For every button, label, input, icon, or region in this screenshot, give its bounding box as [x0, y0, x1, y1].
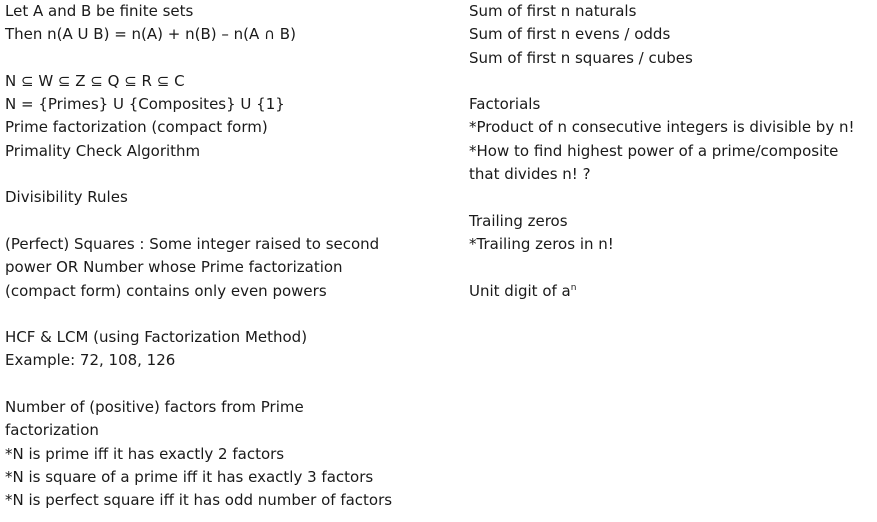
fact-perfect-square: *N is perfect square iff it has odd number of factors [5, 491, 393, 510]
squares-line-1: (Perfect) Squares : Some integer raised to second [5, 234, 380, 253]
unit-digit [469, 280, 874, 303]
spacer [5, 373, 450, 396]
number-chain: N ⊆ W ⊆ Z ⊆ Q ⊆ R ⊆ C [5, 71, 185, 90]
spacer [469, 70, 874, 93]
unit-digit-text: Unit digit of a [469, 281, 571, 300]
divisibility-rules: Divisibility Rules [5, 188, 128, 207]
factorial-product: *Product of n consecutive integers is divisible by n! [469, 118, 855, 137]
spacer [5, 47, 450, 70]
trailing-zeros: Trailing zeros [469, 211, 568, 230]
sets-intro: Let A and B be finite sets [5, 2, 194, 20]
spacer [5, 210, 450, 233]
primality-check: Primality Check Algorithm [5, 141, 201, 160]
spacer [469, 256, 874, 279]
factorial-power-2: that divides n! ? [469, 165, 591, 184]
spacer [5, 163, 450, 186]
hcf-example: Example: 72, 108, 126 [5, 351, 176, 370]
natural-partition: N = {Primes} U {Composites} U {1} [5, 95, 285, 114]
sum-evens-odds: Sum of first n evens / odds [469, 25, 671, 44]
right-column [469, 0, 874, 303]
hcf-lcm: HCF & LCM (using Factorization Method) [5, 328, 308, 347]
squares-line-2: power OR Number whose Prime factorization [5, 258, 343, 277]
factors-line-1: Number of (positive) factors from Prime [5, 398, 304, 417]
left-column [5, 0, 450, 513]
spacer [469, 186, 874, 209]
fact-prime: *N is prime iff it has exactly 2 factors [5, 444, 285, 463]
sum-naturals: Sum of first n naturals [469, 2, 637, 20]
trailing-zeros-n: *Trailing zeros in n! [469, 234, 614, 253]
factorials: Factorials [469, 95, 541, 114]
spacer [5, 303, 450, 326]
squares-line-3: (compact form) contains only even powers [5, 281, 327, 300]
sum-squares-cubes: Sum of first n squares / cubes [469, 48, 693, 67]
sets-formula: Then n(A U B) = n(A) + n(B) – n(A ∩ B) [5, 25, 296, 44]
factors-line-2: factorization [5, 421, 99, 440]
fact-square-prime: *N is square of a prime iff it has exactly 3 factors [5, 467, 374, 486]
prime-factorization: Prime factorization (compact form) [5, 118, 268, 137]
unit-digit-exponent: n [570, 282, 577, 293]
factorial-power-1: *How to find highest power of a prime/composite [469, 141, 839, 160]
